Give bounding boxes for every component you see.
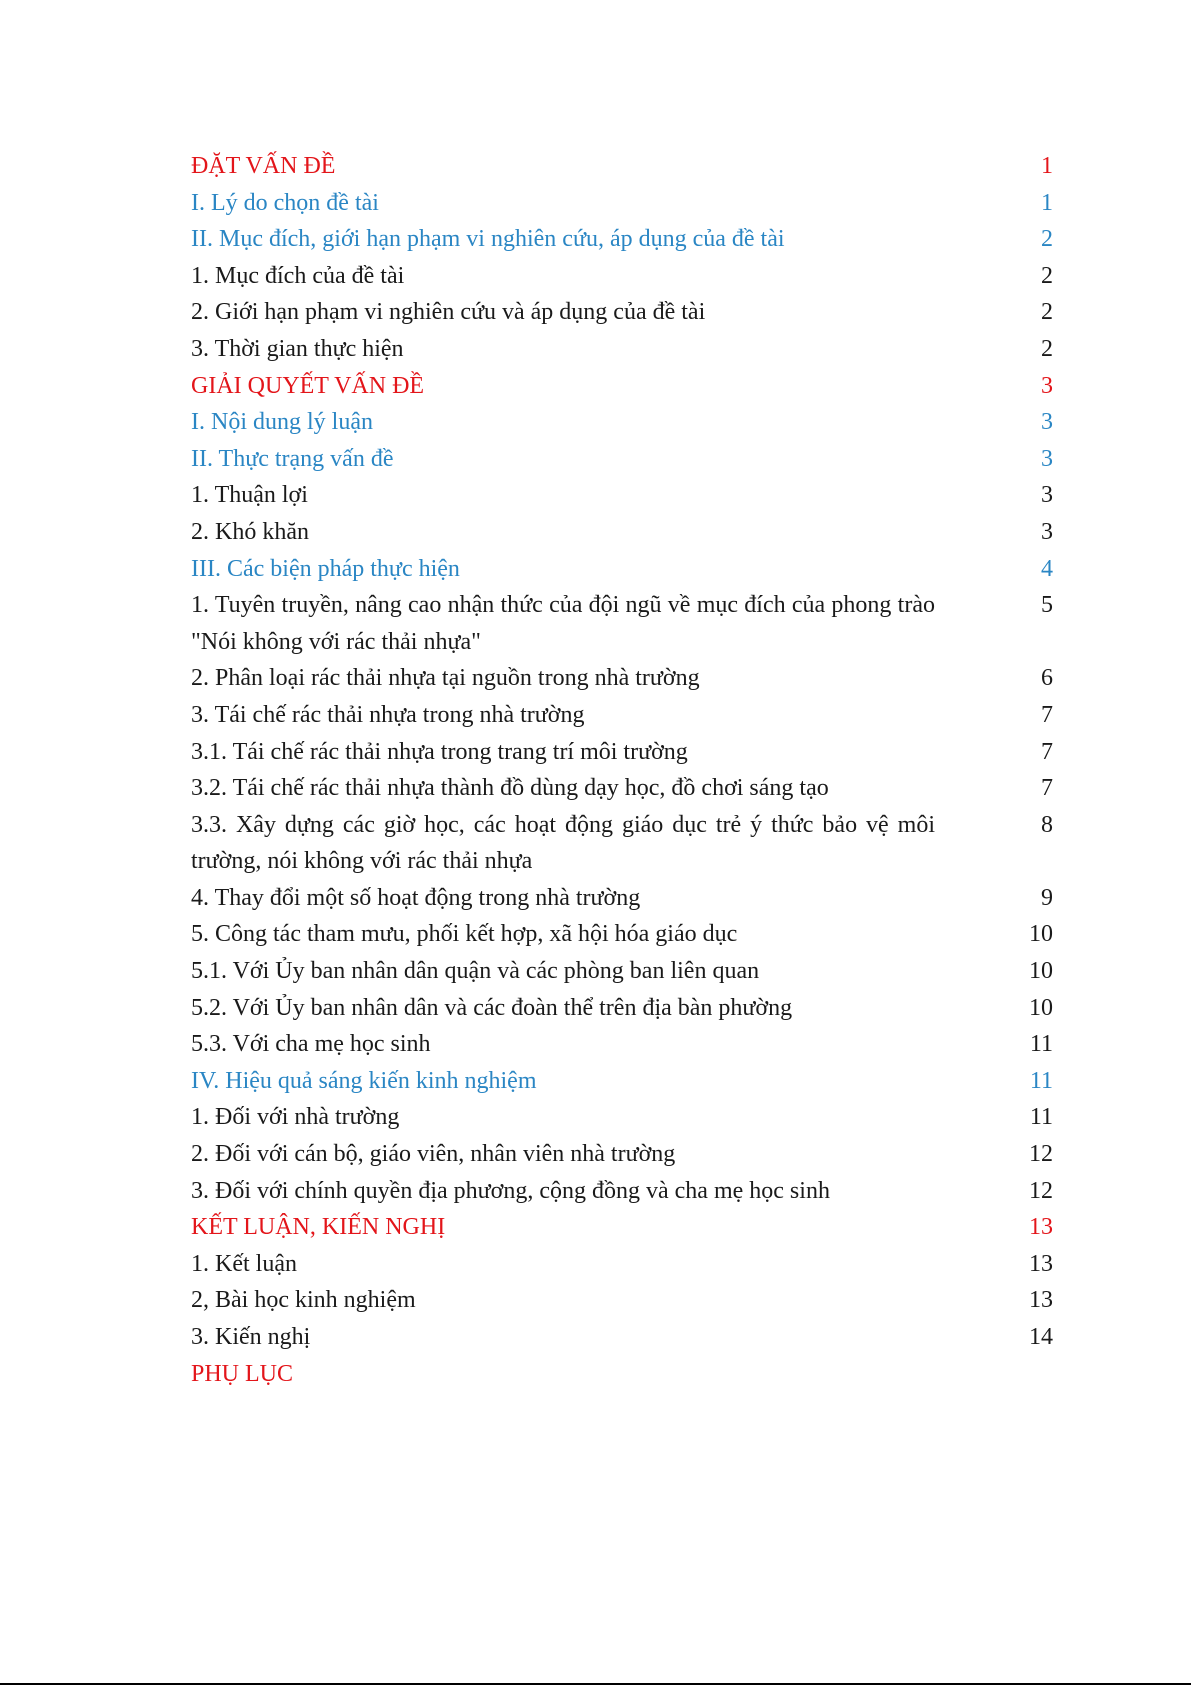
toc-entry-page: 14 <box>1029 1324 1053 1350</box>
toc-entry-text: 3. Kiến nghị <box>191 1324 311 1350</box>
toc-entry-page: 2 <box>1041 335 1053 362</box>
toc-entry-page: 11 <box>1029 1104 1053 1131</box>
toc-entry-doi-voi-chinh-quyen <box>191 1173 1053 1210</box>
toc-entry-tai-che-rac <box>191 697 1053 734</box>
toc-entry-text: I. Nội dung lý luận <box>191 409 373 436</box>
toc-entry-thuc-trang-van-de <box>191 441 1053 478</box>
toc-entry-page: 2 <box>1041 226 1053 253</box>
toc-entry-text: 2. Phân loại rác thải nhựa tại nguồn trong nhà trường <box>191 665 700 692</box>
toc-entry-dat-van-de <box>191 148 1053 185</box>
toc-entry-page: 9 <box>1041 884 1053 911</box>
toc-entry-page: 2 <box>1041 299 1053 326</box>
toc-entry-text: 1. Thuận lợi <box>191 482 308 509</box>
toc-entry-text: ĐẶT VẤN ĐỀ <box>191 153 336 179</box>
toc-entry-text: PHỤ LỤC <box>191 1360 294 1387</box>
toc-entry-page: 11 <box>1029 1031 1053 1058</box>
toc-entry-text: 3.3. Xây dựng các giờ học, các hoạt động giáo dục trẻ ý thức bảo vệ môi trường, nói không với rác thải nhựa <box>191 811 935 875</box>
toc-entry-hieu-qua <box>191 1063 1053 1100</box>
toc-entry-page: 1 <box>1041 153 1053 179</box>
toc-entry-text: 3. Đối với chính quyền địa phương, cộng đồng và cha mẹ học sinh <box>191 1177 830 1204</box>
toc-entry-page: 2 <box>1041 262 1053 289</box>
table-of-contents <box>191 148 1053 1392</box>
toc-entry-text: 3. Thời gian thực hiện <box>191 335 404 362</box>
toc-entry-page: 13 <box>1029 1214 1053 1241</box>
toc-entry-kho-khan <box>191 514 1053 551</box>
toc-entry-cha-me-hoc-sinh <box>191 1026 1053 1063</box>
toc-entry-ubnd-quan <box>191 953 1053 990</box>
toc-entry-text: I. Lý do chọn đề tài <box>191 189 379 216</box>
toc-entry-thay-doi-hoat-dong <box>191 880 1053 917</box>
toc-entry-text: IV. Hiệu quả sáng kiến kinh nghiệm <box>191 1067 537 1094</box>
toc-entry-page: 1 <box>1041 189 1053 216</box>
toc-entry-text: 2. Giới hạn phạm vi nghiên cứu và áp dụng của đề tài <box>191 299 706 326</box>
toc-entry-text: 2. Khó khăn <box>191 518 309 545</box>
toc-entry-text: 5.3. Với cha mẹ học sinh <box>191 1031 431 1058</box>
toc-entry-gioi-han-pham-vi <box>191 294 1053 331</box>
toc-entry-tai-che-trang-tri <box>191 734 1053 771</box>
toc-entry-cac-bien-phap <box>191 551 1053 588</box>
toc-entry-page: 12 <box>1029 1177 1053 1204</box>
toc-entry-text: 5.1. Với Ủy ban nhân dân quận và các phòng ban liên quan <box>191 958 760 985</box>
toc-entry-page: 12 <box>1029 1141 1053 1168</box>
toc-entry-bai-hoc-kinh-nghiem <box>191 1282 1053 1319</box>
toc-entry-page: 3 <box>1041 372 1053 399</box>
toc-entry-text: KẾT LUẬN, KIẾN NGHỊ <box>191 1214 446 1241</box>
toc-entry-giai-quyet-van-de <box>191 368 1053 405</box>
toc-entry-ubnd-phuong <box>191 990 1053 1027</box>
toc-entry-page: 10 <box>1029 958 1053 985</box>
toc-entry-page: 8 <box>1041 811 1053 838</box>
toc-entry-ly-do-chon-de-tai <box>191 185 1053 222</box>
toc-entry-text: 3. Tái chế rác thải nhựa trong nhà trường <box>191 701 585 728</box>
toc-entry-page: 13 <box>1029 1250 1053 1277</box>
toc-entry-text: II. Thực trạng vấn đề <box>191 445 394 472</box>
toc-entry-noi-dung-ly-luan <box>191 404 1053 441</box>
toc-entry-doi-voi-nha-truong <box>191 1099 1053 1136</box>
toc-entry-page: 11 <box>1029 1067 1053 1094</box>
toc-entry-text: 1. Đối với nhà trường <box>191 1104 400 1131</box>
toc-entry-page: 3 <box>1041 482 1053 509</box>
toc-entry-phu-luc <box>191 1356 1053 1393</box>
toc-entry-text: GIẢI QUYẾT VẤN ĐỀ <box>191 372 425 399</box>
toc-entry-text: 5.2. Với Ủy ban nhân dân và các đoàn thể trên địa bàn phường <box>191 994 793 1021</box>
toc-entry-page: 3 <box>1041 409 1053 436</box>
toc-entry-page: 13 <box>1029 1287 1053 1314</box>
toc-entry-page: 10 <box>1029 921 1053 948</box>
toc-entry-text: 2. Đối với cán bộ, giáo viên, nhân viên nhà trường <box>191 1141 676 1168</box>
toc-entry-cong-tac-tham-muu <box>191 916 1053 953</box>
toc-entry-text: 2, Bài học kinh nghiệm <box>191 1287 416 1314</box>
toc-entry-thuan-loi <box>191 477 1053 514</box>
toc-entry-text: 1. Kết luận <box>191 1250 297 1277</box>
toc-entry-page: 5 <box>1041 592 1053 619</box>
toc-entry-text: III. Các biện pháp thực hiện <box>191 555 460 582</box>
toc-entry-page: 4 <box>1041 555 1053 582</box>
toc-entry-page: 3 <box>1041 518 1053 545</box>
toc-entry-page: 3 <box>1041 445 1053 472</box>
toc-entry-ket-luan <box>191 1246 1053 1283</box>
toc-entry-page: 10 <box>1029 994 1053 1021</box>
toc-entry-page: 7 <box>1041 701 1053 728</box>
toc-entry-tuyen-truyen <box>191 587 1053 660</box>
toc-entry-ket-luan-kien-nghi <box>191 1209 1053 1246</box>
toc-entry-muc-dich-de-tai <box>191 258 1053 295</box>
toc-entry-text: 1. Tuyên truyền, nâng cao nhận thức của đội ngũ về mục đích của phong trào "Nói không với rác thải nhựa" <box>191 592 935 655</box>
toc-entry-text: 3.1. Tái chế rác thải nhựa trong trang trí môi trường <box>191 738 688 765</box>
toc-entry-text: 5. Công tác tham mưu, phối kết hợp, xã hội hóa giáo dục <box>191 921 738 948</box>
toc-entry-doi-voi-can-bo <box>191 1136 1053 1173</box>
toc-entry-page: 6 <box>1041 665 1053 692</box>
toc-entry-tai-che-do-dung <box>191 770 1053 807</box>
toc-entry-page: 7 <box>1041 775 1053 802</box>
toc-entry-page: 7 <box>1041 738 1053 765</box>
toc-entry-kien-nghi <box>191 1319 1053 1356</box>
toc-entry-text: 3.2. Tái chế rác thải nhựa thành đồ dùng dạy học, đồ chơi sáng tạo <box>191 775 829 802</box>
toc-entry-phan-loai-rac <box>191 660 1053 697</box>
toc-entry-text: 4. Thay đổi một số hoạt động trong nhà trường <box>191 884 641 911</box>
toc-entry-xay-dung-gio-hoc <box>191 807 1053 880</box>
toc-entry-muc-dich-gioi-han <box>191 221 1053 258</box>
toc-entry-text: II. Mục đích, giới hạn phạm vi nghiên cứu, áp dụng của đề tài <box>191 226 785 253</box>
toc-entry-text: 1. Mục đích của đề tài <box>191 262 405 289</box>
toc-entry-thoi-gian-thuc-hien <box>191 331 1053 368</box>
